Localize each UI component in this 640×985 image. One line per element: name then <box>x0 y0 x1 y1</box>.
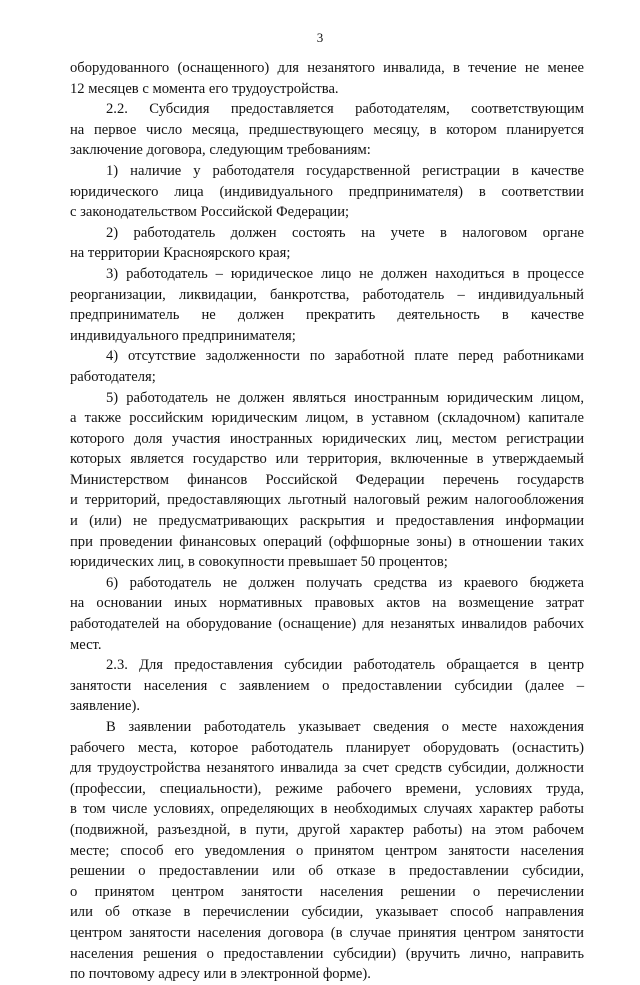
text-line: юридических лиц, в совокупности превышает 50 процентов; <box>70 554 448 571</box>
text-line: работодателей на оборудование (оснащение) для незанятых инвалидов рабочих <box>70 616 584 633</box>
text-line: 3) работодатель – юридическое лицо не должен находиться в процессе <box>106 265 584 282</box>
page-number: 3 <box>316 30 324 45</box>
text-line: решении о предоставлении или об отказе в предоставлении субсидии, <box>70 863 584 880</box>
text-line: реорганизации, ликвидации, банкротства, работодатель – индивидуальный <box>70 286 584 303</box>
text-line: (профессии, специальности), режиме рабочего времени, условиях труда, <box>70 780 584 797</box>
text-line: В заявлении работодатель указывает сведения о месте нахождения <box>106 719 584 735</box>
text-line: которого доля участия иностранных юридических лиц, местом регистрации <box>70 430 584 447</box>
text-line: Министерством финансов Российской Федерации перечень государств <box>70 471 584 488</box>
text-line: индивидуального предпринимателя; <box>70 327 296 344</box>
text-line: 1) наличие у работодателя государственной регистрации в качестве <box>106 162 584 179</box>
document-body <box>70 58 584 985</box>
text-line: предприниматель не должен прекратить деятельность в качестве <box>70 307 584 324</box>
text-line: при проведении финансовых операций (оффшорные зоны) в отношении таких <box>70 533 584 550</box>
text-line: мест. <box>70 636 102 653</box>
text-line: заключение договора, следующим требованиям: <box>70 142 371 159</box>
text-line: по почтовому адресу или в электронной форме). <box>70 966 371 983</box>
text-line: (подвижной, разъездной, в пути, другой характер работы) на этом рабочем <box>70 821 584 838</box>
text-line: центром занятости населения договора (в случае принятия центром занятости <box>70 924 584 941</box>
text-line: 2.2. Субсидия предоставляется работодателям, соответствующим <box>106 101 584 118</box>
text-line: с законодательством Российской Федерации; <box>70 204 350 221</box>
text-line: на первое число месяца, предшествующего месяцу, в котором планируется <box>70 121 584 138</box>
text-line: 4) отсутствие задолженности по заработной плате перед работниками <box>106 348 584 365</box>
text-line: и территорий, предоставляющих льготный налоговый режим налогообложения <box>70 492 584 509</box>
text-line: оборудованного (оснащенного) для незанятого инвалида, в течение не менее <box>70 60 584 76</box>
text-line: которых является государство или территория, включенные в утверждаемый <box>70 451 584 468</box>
text-line: юридического лица (индивидуального предпринимателя) в соответствии <box>70 183 584 200</box>
text-line: работодателя; <box>70 368 156 385</box>
text-line: в том числе условиях, определяющих в необходимых случаях характер работы <box>70 801 584 818</box>
text-line: месте; способ его уведомления о принятом центром занятости населения <box>70 842 584 859</box>
text-line: занятости населения с заявлением о предоставлении субсидии (далее – <box>70 677 584 694</box>
text-line: 2) работодатель должен состоять на учете в налоговом органе <box>106 224 584 241</box>
text-line: о принятом центром занятости населения решении о перечислении <box>70 883 584 900</box>
text-line: населения решения о предоставлении субсидии) (вручить лично, направить <box>70 945 584 962</box>
text-line: 6) работодатель не должен получать средства из краевого бюджета <box>106 574 584 591</box>
text-line: на территории Красноярского края; <box>70 245 291 262</box>
text-line: для трудоустройства незанятого инвалида за счет средств субсидии, должности <box>70 760 584 777</box>
text-line: заявление). <box>70 698 141 715</box>
text-line: а также российским юридическим лицом, в уставном (складочном) капитале <box>70 410 584 427</box>
text-line: и (или) не предусматривающих раскрытия и предоставления информации <box>70 513 584 530</box>
text-line: рабочего места, которое работодатель планирует оборудовать (оснастить) <box>70 739 584 756</box>
text-line: 2.3. Для предоставления субсидии работодатель обращается в центр <box>106 657 584 674</box>
text-line: 12 месяцев с момента его трудоустройства. <box>70 80 339 97</box>
text-line: 5) работодатель не должен являться иностранным юридическим лицом, <box>106 389 584 406</box>
text-line: на основании иных нормативных правовых актов на возмещение затрат <box>70 595 584 612</box>
text-line: или об отказе в перечислении субсидии, указывает способ направления <box>70 904 584 921</box>
